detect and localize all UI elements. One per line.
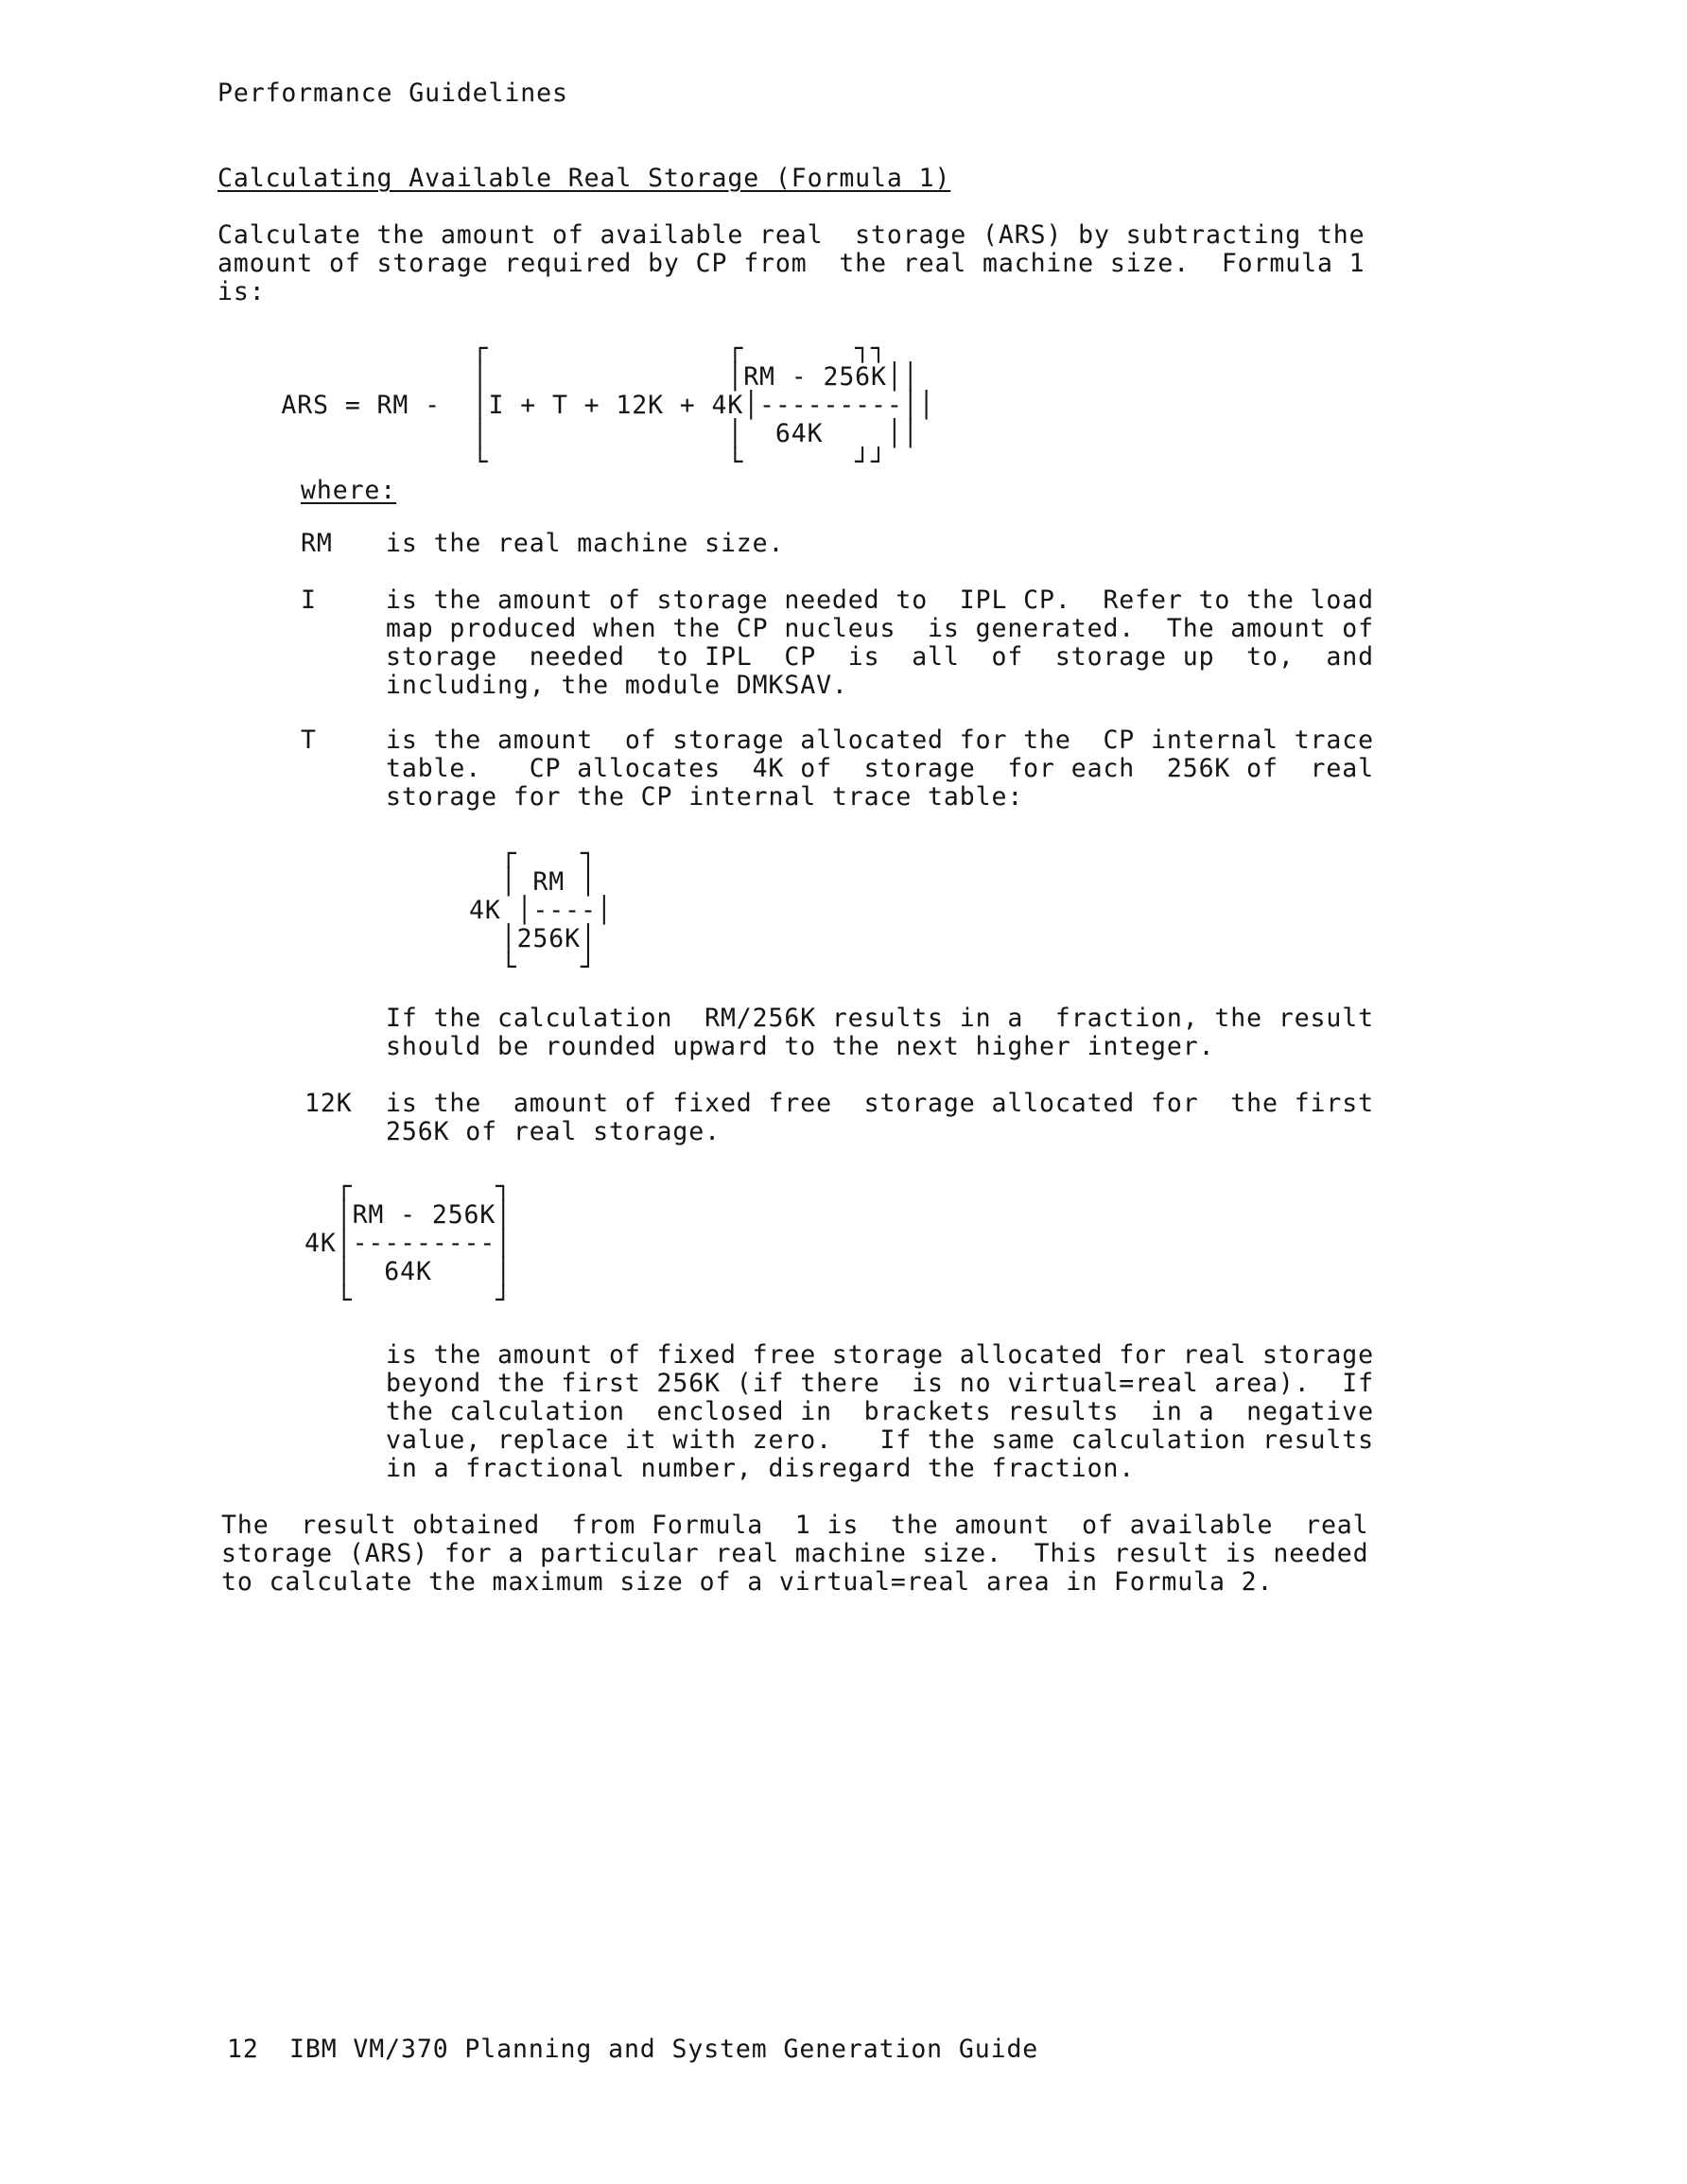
fixed-formula-line: │ 64K │ <box>304 1257 513 1286</box>
trace-formula-line: 4K │----│ <box>469 896 613 925</box>
section-heading: Calculating Available Real Storage (Formula 1) <box>217 164 951 193</box>
footer-book-title: IBM VM/370 Planning and System Generation Guide <box>289 2035 1039 2064</box>
intro-line: amount of storage required by CP from the real machine size. Formula 1 <box>217 249 1365 278</box>
definition-text: If the calculation RM/256K results in a fraction, the result <box>386 1004 1374 1033</box>
definition-text: beyond the first 256K (if there is no virtual=real area). If <box>386 1369 1374 1398</box>
definition-text: storage needed to IPL CP is all of storage up to, and <box>386 642 1374 672</box>
running-header: Performance Guidelines <box>217 79 568 108</box>
formula-line: └ └ ┘┘ <box>217 447 887 477</box>
definition-text: is the amount of fixed free storage allocated for the first <box>386 1089 1374 1118</box>
fixed-formula-line: │RM - 256K│ <box>304 1200 513 1230</box>
closing-line: The result obtained from Formula 1 is the amount of available real <box>221 1511 1369 1540</box>
definition-text: map produced when the CP nucleus is generated. The amount of <box>386 614 1374 643</box>
definition-text: 256K of real storage. <box>386 1117 721 1146</box>
closing-line: storage (ARS) for a particular real machine size. This result is needed <box>221 1539 1369 1568</box>
formula-line: │ │ 64K ││ <box>217 419 919 448</box>
trace-formula-line: │256K│ <box>469 924 597 953</box>
formula-line: ARS = RM - │I + T + 12K + 4K│---------││ <box>217 391 935 420</box>
formula-line: ┌ ┌ ┐┐ <box>217 334 887 363</box>
definition-text: the calculation enclosed in brackets results in a negative <box>386 1397 1374 1426</box>
trace-formula-line: │ RM │ <box>469 867 597 897</box>
definition-text: is the amount of storage allocated for the CP internal trace <box>386 725 1374 755</box>
definition-text: in a fractional number, disregard the fraction. <box>386 1454 1136 1483</box>
intro-line: is: <box>217 277 266 306</box>
fixed-formula-line: └ ┘ <box>304 1285 513 1315</box>
trace-formula-line: ┌ ┐ <box>469 839 597 868</box>
fixed-formula-line: ┌ ┐ <box>304 1172 513 1201</box>
definition-text: storage for the CP internal trace table: <box>386 782 1024 812</box>
definition-term: 12K <box>304 1089 353 1118</box>
definition-term: RM <box>301 529 333 558</box>
trace-formula-line: └ ┘ <box>469 952 597 982</box>
definition-text: value, replace it with zero. If the same calculation results <box>386 1425 1374 1455</box>
where-label: where: <box>301 476 397 505</box>
fixed-formula-line: 4K│---------│ <box>304 1229 513 1258</box>
page-number: 12 <box>227 2035 259 2064</box>
definition-text: should be rounded upward to the next higher integer. <box>386 1032 1215 1061</box>
definition-text: is the amount of storage needed to IPL CP. Refer to the load <box>386 585 1374 615</box>
definition-text: is the real machine size. <box>386 529 785 558</box>
formula-line: │ │RM - 256K││ <box>217 362 919 392</box>
definition-text: table. CP allocates 4K of storage for each 256K of real <box>386 754 1374 783</box>
definition-text: is the amount of fixed free storage allocated for real storage <box>386 1340 1374 1370</box>
closing-line: to calculate the maximum size of a virtual=real area in Formula 2. <box>221 1567 1274 1597</box>
definition-term: I <box>301 585 317 615</box>
intro-line: Calculate the amount of available real storage (ARS) by subtracting the <box>217 220 1365 250</box>
definition-term: T <box>301 725 317 755</box>
definition-text: including, the module DMKSAV. <box>386 671 848 700</box>
